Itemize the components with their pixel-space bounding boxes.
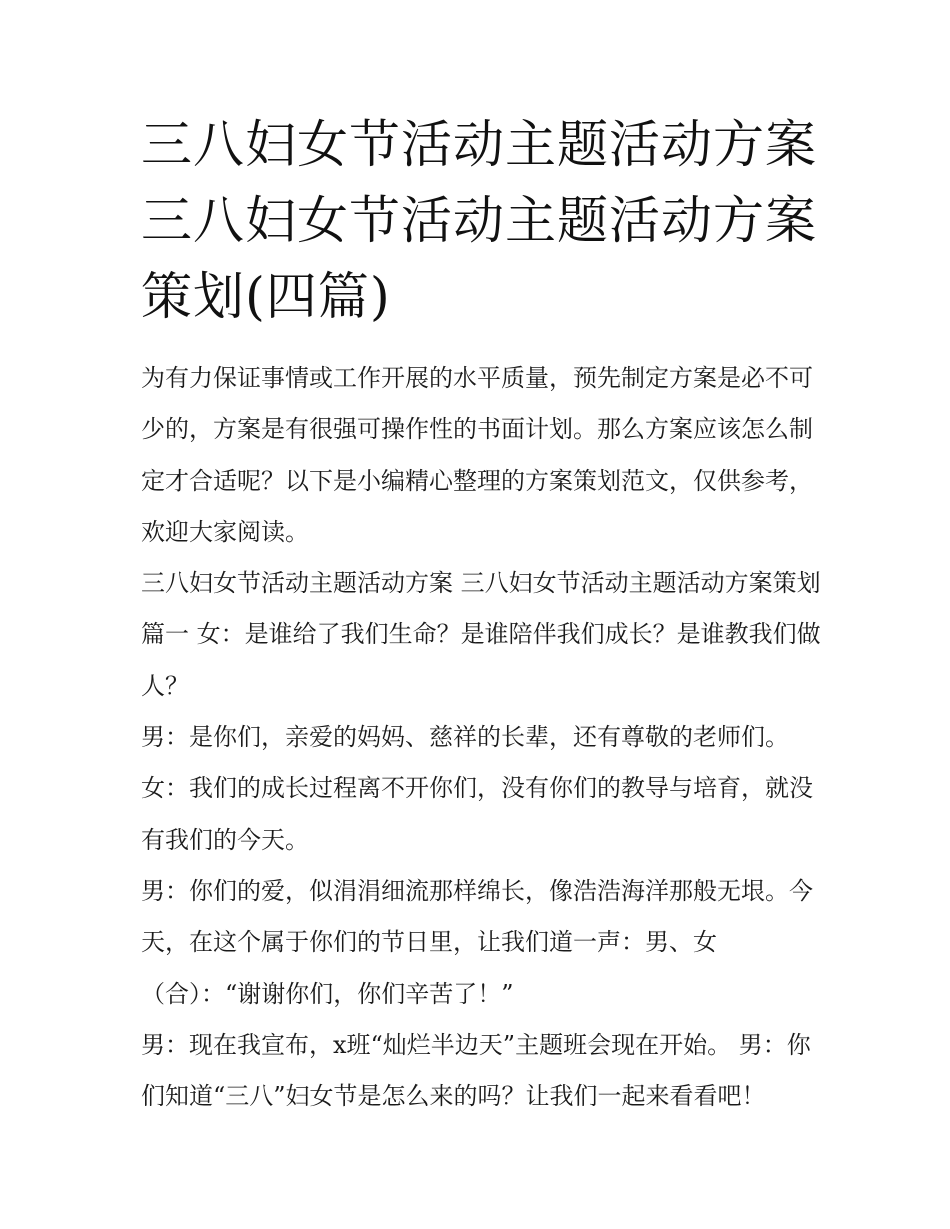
paragraph-intro: 为有力保证事情或工作开展的水平质量，预先制定方案是必不可少的，方案是有很强可操作性的书面计划。那么方案应该怎么制定才合适呢？以下是小编精心整理的方案策划范文，仅供参考，欢迎大家阅读。 [141, 364, 813, 546]
paragraph-dialogue: 男：现在我宣布，x班“灿烂半边天”主题班会现在开始。 男：你们知道“三八”妇女节是怎么来的吗？让我们一起来看看吧！ [141, 1030, 811, 1111]
paragraph-dialogue: 男：你们的爱，似涓涓细流那样绵长，像浩浩海洋那般无垠。今天，在这个属于你们的节日里，让我们道一声：男、女（合）：“谢谢你们，你们辛苦了！” [141, 876, 813, 1008]
paragraph-dialogue: 女：我们的成长过程离不开你们，没有你们的教导与培育，就没有我们的今天。 [141, 774, 813, 854]
document-title: 三八妇女节活动主题活动方案 三八妇女节活动主题活动方案策划(四篇) [141, 116, 818, 327]
paragraph-section-heading: 三八妇女节活动主题活动方案 三八妇女节活动主题活动方案策划篇一 女：是谁给了我们生命？是谁陪伴我们成长？是谁教我们做人？ [141, 569, 821, 700]
paragraph-dialogue: 男：是你们，亲爱的妈妈、慈祥的长辈，还有尊敬的老师们。 [141, 723, 789, 752]
document-body [141, 353, 821, 1122]
